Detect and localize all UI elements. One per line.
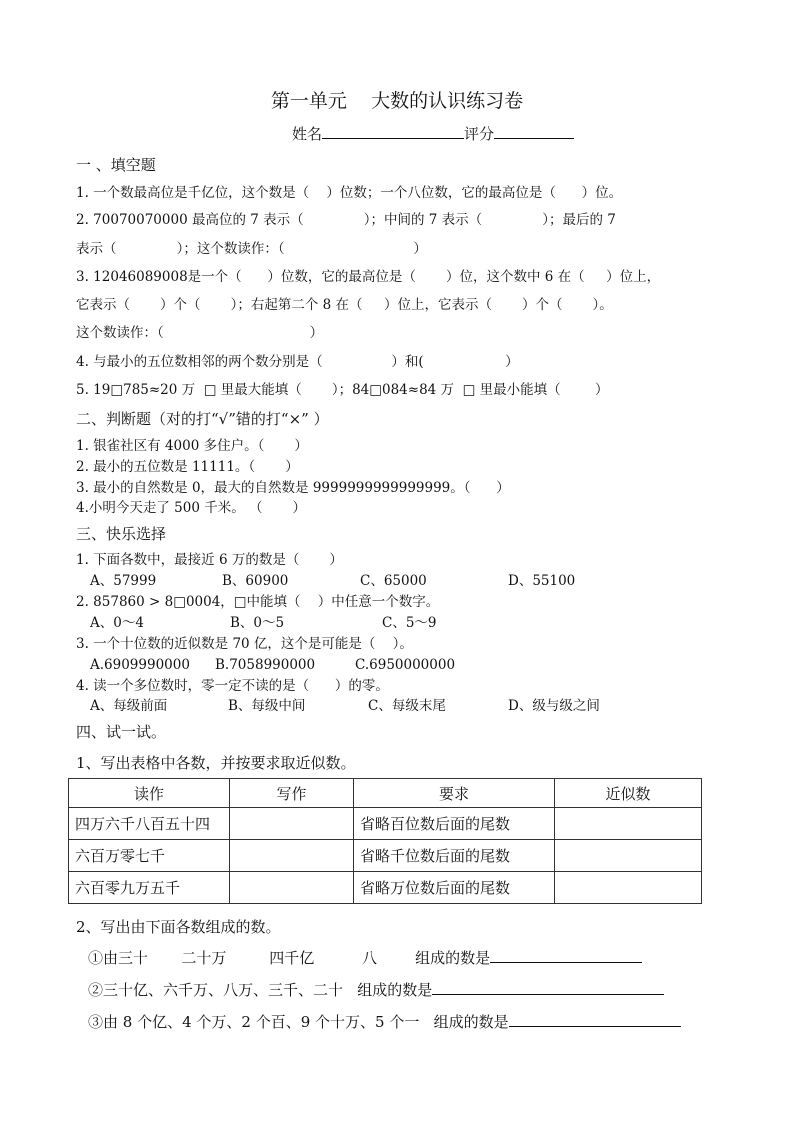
fill-question-2: 2. 70070070000 最高位的 7 表示（ ）；中间的 7 表示（ ）；最后的 7 (76, 212, 616, 228)
number-table (68, 778, 702, 904)
header-write: 写作 (230, 779, 354, 808)
score-label: 评分 (464, 125, 495, 143)
choice-4-option-b[interactable]: B、每级中间 (228, 698, 306, 714)
compose-question-3-text: ③由 8 个亿、4 个万、2 个百、9 个十万、5 个一 组成的数是 (88, 1013, 509, 1031)
section-3-heading: 三、快乐选择 (76, 525, 167, 543)
section-2-heading: 二、判断题（对的打“√”错的打“×” ） (76, 410, 329, 428)
choice-question-2: 2. 857860 > 8□0004，□中能填（ ）中任意一个数字。 (76, 594, 440, 610)
fill-question-2-cont: 表示（ ）；这个数读作：（ ） (76, 241, 427, 257)
compose-answer-2-blank[interactable] (432, 980, 664, 995)
judge-question-1: 1. 银雀社区有 4000 多住户。（ ） (76, 438, 308, 454)
choice-1-option-c[interactable]: C、65000 (360, 573, 427, 589)
fill-question-3-cont: 它表示（ ）个（ ）；右起第二个 8 在（ ）位上，它表示（ ）个（ ）。 (76, 297, 613, 313)
try-part-1-instruction: 1、写出表格中各数，并按要求取近似数。 (76, 754, 356, 772)
cell-requirement: 省略千位数后面的尾数 (354, 840, 555, 872)
name-score-line (292, 124, 574, 143)
table-row (69, 840, 702, 872)
cell-requirement: 省略万位数后面的尾数 (354, 872, 555, 904)
cell-requirement: 省略百位数后面的尾数 (354, 808, 555, 840)
cell-approx[interactable] (555, 808, 702, 840)
header-approx: 近似数 (555, 779, 702, 808)
fill-question-5: 5. 19□785≈20 万 □ 里最大能填（ ）；84□084≈84 万 □ 里最小能填（ ） (76, 382, 609, 398)
fill-question-3-read: 这个数读作：（ ） (76, 325, 324, 341)
compose-answer-1-blank[interactable] (490, 948, 642, 963)
choice-4-option-c[interactable]: C、每级末尾 (368, 698, 446, 714)
cell-read: 四万六千八百五十四 (69, 808, 230, 840)
choice-3-option-a[interactable]: A.6909990000 (90, 657, 190, 673)
judge-question-4: 4.小明今天走了 500 千米。 （ ） (76, 500, 307, 516)
compose-question-1-text: ①由三十 二十万 四千亿 八 组成的数是 (88, 949, 491, 967)
cell-approx[interactable] (555, 840, 702, 872)
choice-3-option-c[interactable]: C.6950000000 (355, 657, 456, 673)
choice-4-option-a[interactable]: A、每级前面 (90, 698, 168, 714)
fill-question-3: 3. 12046089008是一个（ ）位数，它的最高位是（ ）位，这个数中 6 在（ ）位上， (76, 269, 661, 285)
table-row (69, 808, 702, 840)
fill-question-1: 1. 一个数最高位是千亿位，这个数是（ ）位数；一个八位数，它的最高位是（ ）位。 (76, 185, 623, 201)
table-row (69, 872, 702, 904)
cell-approx[interactable] (555, 872, 702, 904)
choice-2-option-b[interactable]: B、0～5 (230, 615, 285, 631)
compose-question-3 (88, 1012, 681, 1031)
section-1-heading: 一 、填空题 (76, 156, 156, 174)
compose-question-2 (88, 980, 664, 999)
choice-3-option-b[interactable]: B.7058990000 (215, 657, 316, 673)
name-blank[interactable] (322, 124, 464, 139)
table-header-row (69, 779, 702, 808)
cell-write[interactable] (230, 808, 354, 840)
compose-question-1 (88, 948, 642, 967)
section-4-heading: 四、试一试。 (76, 723, 167, 741)
cell-write[interactable] (230, 840, 354, 872)
compose-question-2-text: ②三十亿、六千万、八万、三千、二十 组成的数是 (88, 981, 433, 999)
header-requirement: 要求 (354, 779, 555, 808)
choice-1-option-a[interactable]: A、57999 (90, 573, 157, 589)
fill-question-4: 4. 与最小的五位数相邻的两个数分别是（ ）和( ） (76, 354, 519, 370)
choice-1-option-d[interactable]: D、55100 (508, 573, 576, 589)
choice-1-option-b[interactable]: B、60900 (222, 573, 289, 589)
cell-write[interactable] (230, 872, 354, 904)
judge-question-3: 3. 最小的自然数是 0，最大的自然数是 9999999999999999。（ ） (76, 480, 510, 496)
compose-answer-3-blank[interactable] (509, 1012, 681, 1027)
choice-2-option-c[interactable]: C、5～9 (382, 615, 437, 631)
judge-question-2: 2. 最小的五位数是 11111。（ ） (76, 459, 299, 475)
choice-question-1: 1. 下面各数中，最接近 6 万的数是（ ） (76, 552, 343, 568)
choice-question-3: 3. 一个十位数的近似数是 70 亿，这个是可能是（ ）。 (76, 636, 413, 652)
page-title: 第一单元 大数的认识练习卷 (270, 90, 524, 112)
name-label: 姓名 (292, 125, 323, 143)
try-part-2-instruction: 2、写出由下面各数组成的数。 (76, 918, 281, 936)
score-blank[interactable] (494, 124, 574, 139)
cell-read: 六百万零七千 (69, 840, 230, 872)
header-read: 读作 (69, 779, 230, 808)
choice-2-option-a[interactable]: A、0～4 (90, 615, 144, 631)
cell-read: 六百零九万五千 (69, 872, 230, 904)
choice-question-4: 4. 读一个多位数时，零一定不读的是（ ）的零。 (76, 678, 389, 694)
choice-4-option-d[interactable]: D、级与级之间 (508, 698, 600, 714)
